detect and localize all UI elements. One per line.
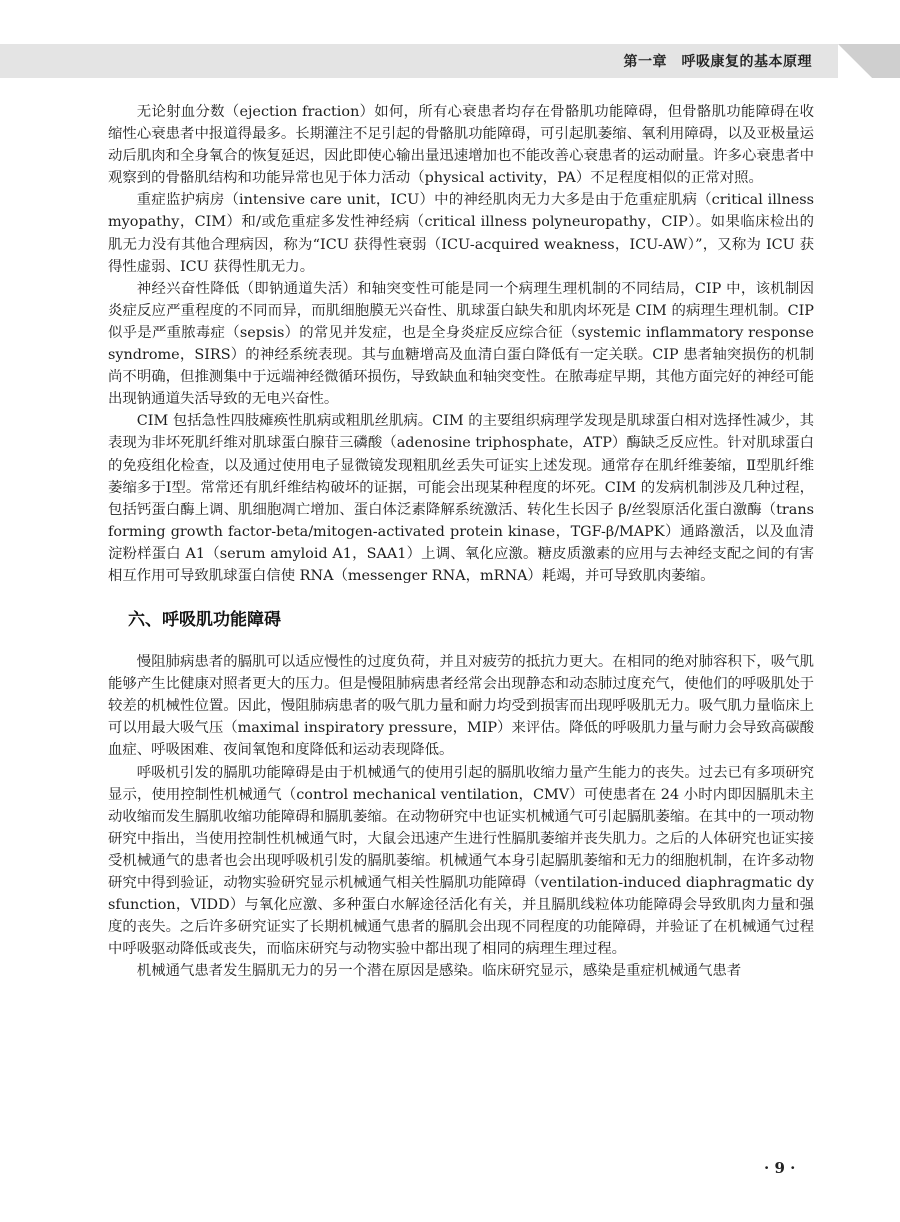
paragraph: CIM 包括急性四肢瘫痪性肌病或粗肌丝肌病。CIM 的主要组织病理学发现是肌球蛋白相对选择性减少，其表现为非坏死肌纤维对肌球蛋白腺苷三磷酸（adenosine triphosphate，ATP）酶缺乏反应性。针对肌球蛋白的免疫组化检查，以及通过使用电子显微镜发现粗肌丝丢失可证实上述发现。通常存在肌纤维萎缩，Ⅱ型肌纤维萎缩多于Ⅰ型。常常还有肌纤维结构破坏的证据，可能会出现某种程度的坏死。CIM 的发病机制涉及几种过程，包括钙蛋白酶上调、肌细胞凋亡增加、蛋白体泛素降解系统激活、转化生长因子 β/丝裂原活化蛋白激酶（transforming growth factor-beta/mitogen-activated protein kinase，TGF-β/MAPK）通路激活，以及血清淀粉样蛋白 A1（serum amyloid A1，SAA1）上调、氧化应激。糖皮质激素的应用与去神经支配之间的有害相互作用可导致肌球蛋白信使 RNA（messenger RNA，mRNA）耗竭，并可导致肌肉萎缩。 (108, 413, 814, 584)
paragraph: 呼吸机引发的膈肌功能障碍是由于机械通气的使用引起的膈肌收缩力量产生能力的丧失。过去已有多项研究显示，使用控制性机械通气（control mechanical ventilation，CMV）可使患者在 24 小时内即因膈肌未主动收缩而发生膈肌收缩功能障碍和膈肌萎缩。在动物研究中也证实机械通气可引起膈肌萎缩。在其中的一项动物研究中指出，当使用控制性机械通气时，大鼠会迅速产生进行性膈肌萎缩并丧失肌力。之后的人体研究也证实接受机械通气的患者也会出现呼吸机引发的膈肌萎缩。机械通气本身引起膈肌萎缩和无力的细胞机制，在许多动物研究中得到验证，动物实验研究显示机械通气相关性膈肌功能障碍（ventilation-induced diaphragmatic dysfunction，VIDD）与氧化应激、多种蛋白水解途径活化有关，并且膈肌线粒体功能障碍会导致肌肉力量和强度的丧失。之后许多研究证实了长期机械通气患者的膈肌会出现不同程度的功能障碍，并验证了在机械通气过程中呼吸驱动降低或丧失，而临床研究与动物实验中都出现了相同的病理生理过程。 (108, 764, 814, 958)
paragraph: 慢阻肺病患者的膈肌可以适应慢性的过度负荷，并且对疲劳的抵抗力更大。在相同的绝对肺容积下，吸气肌能够产生比健康对照者更大的压力。但是慢阻肺病患者经常会出现静态和动态肺过度充气，使他们的呼吸肌处于较差的机械性位置。因此，慢阻肺病患者的吸气肌力量和耐力均受到损害而出现呼吸肌无力。吸气肌力量临床上可以用最大吸气压（maximal inspiratory pressure，MIP）来评估。降低的呼吸肌力量与耐力会导致高碳酸血症、呼吸困难、夜间氧饱和度降低和运动表现降低。 (108, 654, 814, 759)
header-tab-decoration (838, 44, 900, 78)
page-number: · 9 · (764, 1159, 796, 1177)
paragraph: 重症监护病房（intensive care unit，ICU）中的神经肌肉无力大多是由于危重症肌病（critical illness myopathy，CIM）和/或危重症多发性神经病（critical illness polyneuropathy，CIP）。如果临床检出的肌无力没有其他合理病因，称为“ICU 获得性衰弱（ICU-acquired weakness，ICU-AW）”，又称为 ICU 获得性虚弱、ICU 获得性肌无力。 (108, 192, 814, 275)
paragraph: 机械通气患者发生膈肌无力的另一个潜在原因是感染。临床研究显示，感染是重症机械通气患者 (136, 963, 742, 980)
chapter-title: 第一章 呼吸康复的基本原理 (623, 54, 812, 70)
paragraph: 神经兴奋性降低（即钠通道失活）和轴突变性可能是同一个病理生理机制的不同结局，CIP 中，该机制因炎症反应严重程度的不同而异，而肌细胞膜无兴奋性、肌球蛋白缺失和肌肉坏死是 CIM 的病理生理机制。CIP 似乎是严重脓毒症（sepsis）的常见并发症，也是全身炎症反应综合征（systemic inflammatory response syndrome，SIRS）的神经系统表现。其与血糖增高及血清白蛋白降低有一定关联。CIP 患者轴突损伤的机制尚不明确，但推测集中于远端神经微循环损伤，导致缺血和轴突变性。在脓毒症早期，其他方面完好的神经可能出现钠通道失活导致的无电兴奋性。 (108, 280, 814, 408)
page-body (108, 101, 814, 982)
paragraph: 无论射血分数（ejection fraction）如何，所有心衰患者均存在骨骼肌功能障碍，但骨骼肌功能障碍在收缩性心衰患者中报道得最多。长期灌注不足引起的骨骼肌功能障碍，可引起肌萎缩、氧利用障碍，以及亚极量运动后肌肉和全身氧合的恢复延迟，因此即使心输出量迅速增加也不能改善心衰患者的运动耐量。许多心衰患者中观察到的骨骼肌结构和功能异常也见于体力活动（physical activity，PA）不足程度相似的正常对照。 (108, 104, 814, 187)
section-heading: 六、呼吸肌功能障碍 (128, 610, 281, 631)
